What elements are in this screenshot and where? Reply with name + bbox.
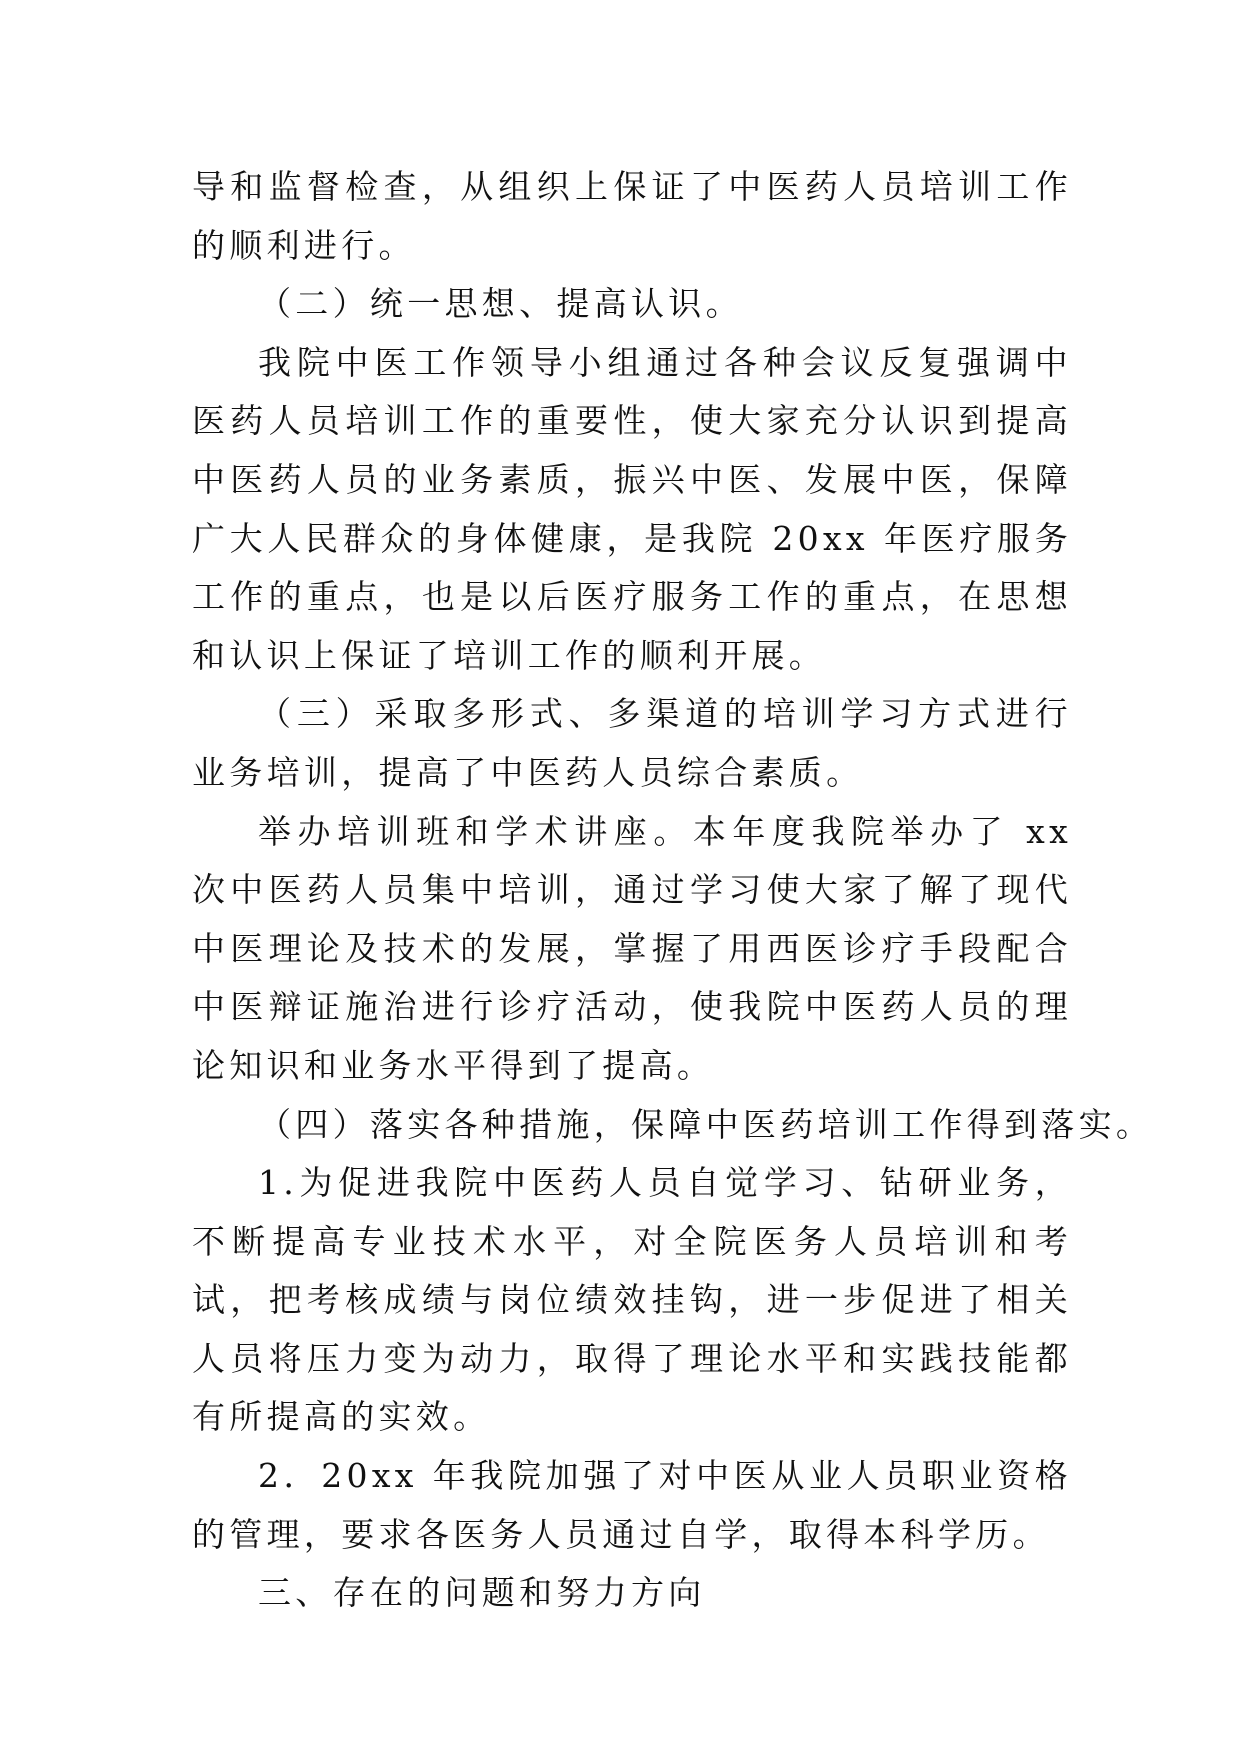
list-item-1: 1.为促进我院中医药人员自觉学习、钻研业务，不断提高专业技术水平，对全院医务人员培训和考试，把考核成绩与岗位绩效挂钩，进一步促进了相关人员将压力变为动力，取得了理论水平和实践技能都有所提高的实效。 [192,1163,1072,1437]
section-heading-2: （二）统一思想、提高认识。 [258,284,743,324]
paragraph-body: 举办培训班和学术讲座。本年度我院举办了 xx 次中医药人员集中培训，通过学习使大家了解了现代中医理论及技术的发展，掌握了用西医诊疗手段配合中医辩证施治进行诊疗活动，使我院中医药人员的理论知识和业务水平得到了提高。 [192,811,1072,1085]
paragraph-continuation: 导和监督检查，从组织上保证了中医药人员培训工作的顺利进行。 [192,167,1072,265]
chapter-heading-3: 三、存在的问题和努力方向 [258,1573,706,1613]
section-heading-4: （四）落实各种措施，保障中医药培训工作得到落实。 [258,1104,1154,1144]
section-heading-3: （三）采取多形式、多渠道的培训学习方式进行业务培训，提高了中医药人员综合素质。 [192,694,1072,792]
list-item-2: 2．20xx 年我院加强了对中医从业人员职业资格的管理，要求各医务人员通过自学，取得本科学历。 [192,1456,1072,1554]
paragraph-body: 我院中医工作领导小组通过各种会议反复强调中医药人员培训工作的重要性，使大家充分认识到提高中医药人员的业务素质，振兴中医、发展中医，保障广大人民群众的身体健康，是我院 20xx 年医疗服务工作的重点，也是以后医疗服务工作的重点，在思想和认识上保证了培训工作的顺利开展。 [192,342,1072,675]
document-body [192,158,1154,1623]
